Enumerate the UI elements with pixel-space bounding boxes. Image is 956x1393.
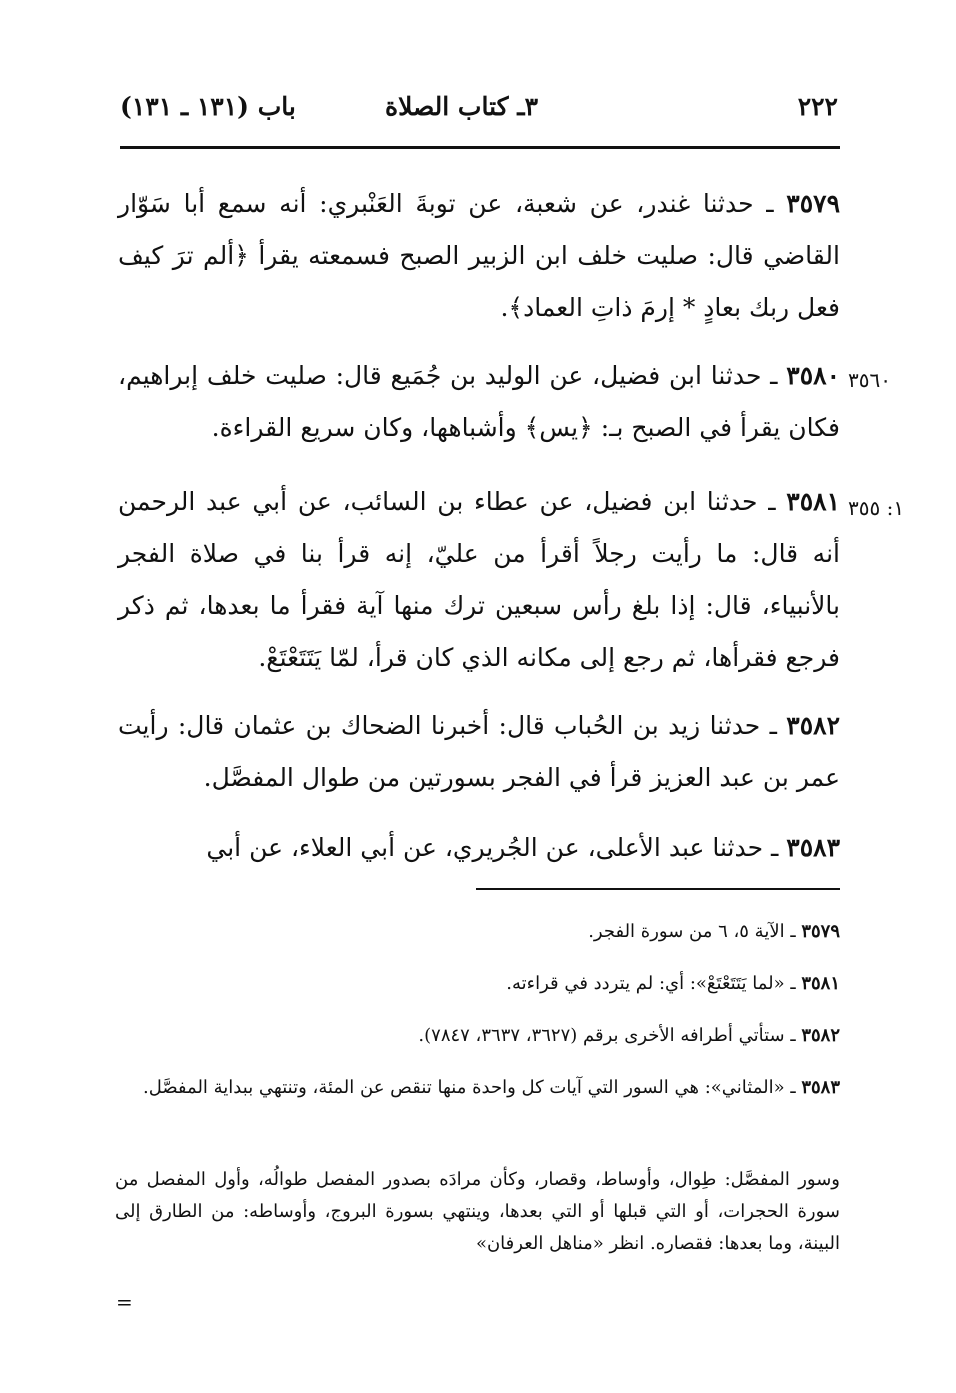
continuation-mark: = xyxy=(116,1290,133,1314)
hadith-3583 xyxy=(118,822,840,874)
footnote-3581 xyxy=(115,968,840,1000)
footnote-3582 xyxy=(115,1020,840,1052)
footnote-text: ـ «المثاني»: هي السور التي آيات كل واحدة منها تنقص عن المئة، وتنتهي ببداية المفصَّل. xyxy=(142,1077,802,1098)
hadith-text: ـ حدثنا زيد بن الحُباب قال: أخبرنا الضحاك بن عثمان قال: رأيت عمر بن عبد العزيز قرأ في الفجر بسورتين من طوال المفصَّل. xyxy=(118,711,840,792)
footnote-text: ـ الآية ٥، ٦ من سورة الفجر. xyxy=(588,921,802,942)
footnote-mufassal xyxy=(115,1164,840,1260)
hadith-number: ٣٥٨٣ xyxy=(786,833,840,862)
hadith-3579 xyxy=(118,178,840,334)
margin-reference: ٣٥٦٠ xyxy=(848,368,891,392)
hadith-3580 xyxy=(118,350,840,454)
hadith-text: ـ حدثنا غندر، عن شعبة، عن توبةَ العَنْبري: أنه سمع أبا سَوّار القاضي قال: صليت خلف ابن الزبير الصبح فسمعته يقرأ ﴿ألم ترَ كيف فعل ربك بعادٍ * إرمَ ذاتِ العماد﴾. xyxy=(118,189,840,322)
page-header xyxy=(120,92,838,132)
margin-reference: ١: ٣٥٥ xyxy=(848,496,905,520)
hadith-text: ـ حدثنا ابن فضيل، عن الوليد بن جُمَيع قال: صليت خلف إبراهيم، فكان يقرأ في الصبح بـ: ﴿يس﴾ وأشباهها، وكان سريع القراءة. xyxy=(118,361,840,442)
hadith-3581 xyxy=(118,476,840,684)
footnote-divider xyxy=(476,888,840,890)
footnote-text: ـ ستأتي أطرافه الأخرى برقم (٣٦٢٧، ٣٦٣٧، ٧٨٤٧). xyxy=(418,1025,802,1046)
hadith-number: ٣٥٨٠ xyxy=(786,361,840,390)
chapter-title: باب (١٣١ ـ ١٣١) xyxy=(120,92,296,121)
hadith-text: ـ حدثنا ابن فضيل، عن عطاء بن السائب، عن أبي عبد الرحمن أنه قال: ما رأيت رجلاً أقرأ من عليّ، إنه قرأ بنا في صلاة الفجر بالأنبياء، قال: إذا بلغ رأس سبعين ترك منها آية فقرأ ما بعدها، ثم ذكر فرجع فقرأها، ثم رجع إلى مكانه الذي كان قرأ، لمّا يَتَتَعْتَعْ. xyxy=(118,487,840,672)
header-divider xyxy=(120,146,840,149)
page-number: ٢٢٢ xyxy=(797,92,838,121)
footnote-number: ٣٥٧٩ xyxy=(801,921,840,942)
hadith-number: ٣٥٧٩ xyxy=(786,189,840,218)
footnote-3583 xyxy=(115,1072,840,1104)
footnote-number: ٣٥٨٢ xyxy=(801,1025,840,1046)
hadith-3582 xyxy=(118,700,840,804)
hadith-number: ٣٥٨٢ xyxy=(786,711,840,740)
hadith-number: ٣٥٨١ xyxy=(786,487,840,516)
footnote-number: ٣٥٨١ xyxy=(801,973,840,994)
book-title: ٣ـ كتاب الصلاة xyxy=(384,92,538,121)
hadith-text: ـ حدثنا عبد الأعلى، عن الجُريري، عن أبي العلاء، عن أبي xyxy=(206,833,787,862)
footnote-text: ـ «لما يَتَتَعْتَعْ»: أي: لم يتردد في قراءته. xyxy=(506,973,802,994)
footnote-text: وسور المفصَّل: طِوال، وأوساط، وقصار، وكأن مرادَه بصدور المفصل طوالُه، وأول المفصل من سورة الحجرات، أو التي قبلها أو التي بعدها، وينتهي بسورة البروج، وأوساطه: من الطارق إلى البينة، وما بعدها: فقصاره. انظر «مناهل العرفان» xyxy=(115,1169,840,1254)
footnote-number: ٣٥٨٣ xyxy=(801,1077,840,1098)
footnote-3579 xyxy=(115,916,840,948)
